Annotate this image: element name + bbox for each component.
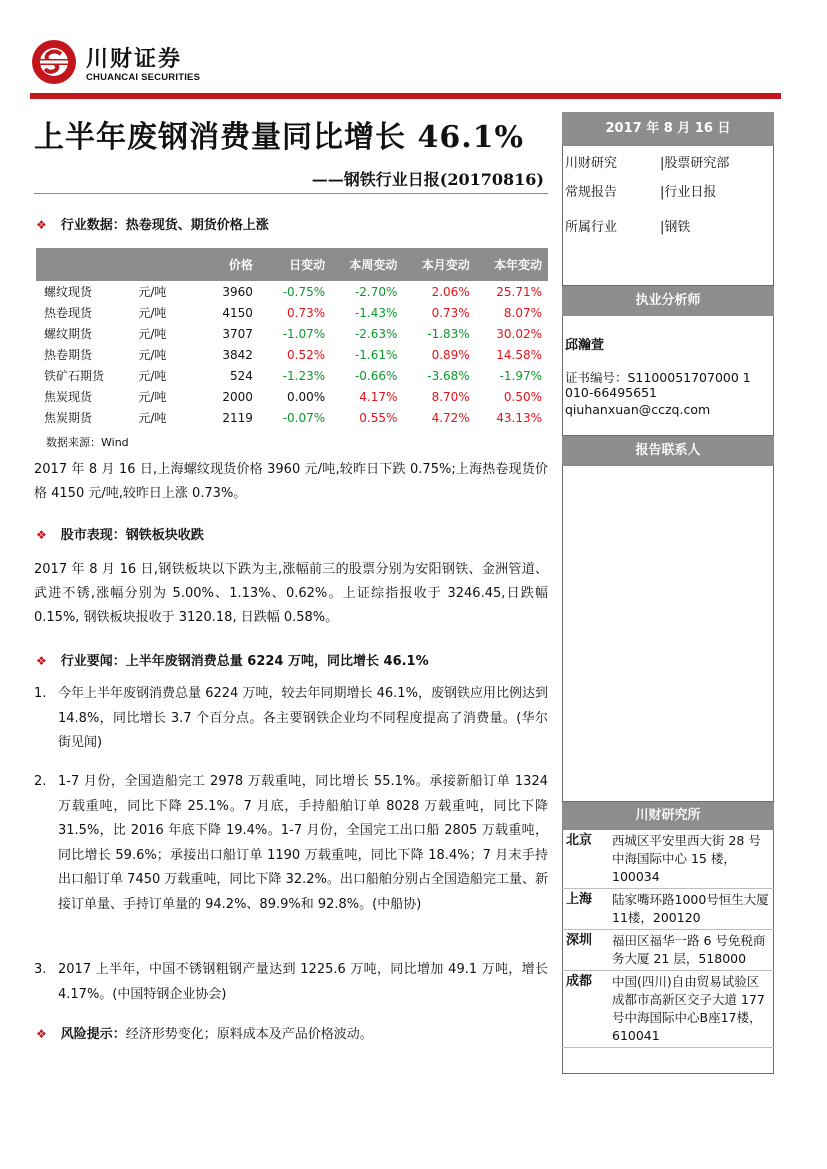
row-price: 2119: [222, 410, 253, 425]
office-address: 西城区平安里西大街 28 号中海国际中心 15 楼，100034: [608, 830, 774, 889]
office-address: 中国(四川)自由贸易试验区成都市高新区交子大道 177 号中海国际中心B座17楼，610041: [608, 971, 774, 1048]
row-day-change: 0.00%: [287, 389, 326, 404]
report-subtitle: ——钢铁行业日报(20170816): [311, 170, 544, 189]
office-row: [562, 930, 774, 971]
table-row: [36, 365, 548, 386]
price-table: [36, 248, 548, 428]
analyst-name: 邱瀚萱: [565, 338, 605, 353]
row-year-change: 8.07%: [503, 305, 542, 320]
row-year-change: 0.50%: [503, 389, 542, 404]
row-unit: 元/吨: [138, 348, 167, 362]
office-row: [562, 971, 774, 1048]
institute-heading: 川财研究所: [562, 802, 774, 830]
row-price: 2000: [222, 389, 253, 404]
info-key: 川财研究: [565, 156, 618, 171]
row-price: 3960: [222, 284, 253, 299]
info-value: |钢铁: [660, 220, 691, 235]
office-address: 福田区福华一路 6 号免税商务大厦 21 层，518000: [608, 930, 774, 971]
row-week-change: -2.70%: [354, 284, 398, 299]
brand-name-en: CHUANCAI SECURITIES: [86, 72, 201, 83]
news-item-number: 2.: [34, 774, 47, 789]
chuancai-logo: [30, 38, 78, 86]
section-heading-text: 行业要闻：上半年废钢消费总量 6224 万吨，同比增长 46.1%: [60, 654, 429, 669]
row-name: 热卷现货: [44, 306, 93, 320]
report-title: 上半年废钢消费量同比增长 46.1%: [34, 120, 525, 155]
diamond-bullet-icon: ❖: [36, 528, 47, 542]
row-year-change: -1.97%: [499, 368, 542, 383]
analyst-email[interactable]: qiuhanxuan@cczq.com: [565, 402, 711, 417]
section-heading-news: [36, 650, 429, 669]
info-row-industry: [565, 216, 691, 235]
table-row: [36, 323, 548, 344]
info-row-research: [565, 152, 730, 171]
risk-warning: [36, 1023, 373, 1042]
row-unit: 元/吨: [138, 285, 167, 299]
title-divider: [34, 193, 548, 194]
row-price: 3842: [222, 347, 253, 362]
row-unit: 元/吨: [138, 390, 167, 404]
row-name: 铁矿石期货: [44, 369, 105, 383]
row-week-change: -0.66%: [354, 368, 398, 383]
row-name: 焦炭现货: [44, 390, 93, 404]
row-day-change: 0.73%: [287, 305, 326, 320]
section-heading-text: 行业数据：热卷现货、期货价格上涨: [60, 218, 269, 233]
news-item-1: [34, 682, 548, 756]
row-month-change: 8.70%: [431, 389, 470, 404]
analyst-cert: 证书编号：S1100051707000 1: [565, 370, 751, 385]
brand-name-cn: 川财证券: [86, 47, 183, 72]
row-week-change: 0.55%: [359, 410, 398, 425]
table-row: [36, 344, 548, 365]
table-header-price: 价格: [209, 248, 259, 281]
row-unit: 元/吨: [138, 411, 167, 425]
row-day-change: -0.75%: [282, 284, 326, 299]
table-header-row: [36, 248, 548, 281]
section-heading-text: 股市表现：钢铁板块收跌: [60, 528, 204, 543]
table-row: [36, 302, 548, 323]
section2-paragraph: 2017 年 8 月 16 日,钢铁板块以下跌为主,涨幅前三的股票分别为安阳钢铁、金洲管道、武进不锈,涨幅分别为 5.00%、1.13%、0.62%。上证综指报收于 3246.45,日跌幅 0.15%, 钢铁板块报收于 3120.18, 日跌幅 0.58%。: [34, 562, 548, 625]
risk-text: 经济形势变化；原料成本及产品价格波动。: [125, 1027, 373, 1042]
table-source: 数据来源：Wind: [46, 436, 129, 449]
report-date: 2017 年 8 月 16 日: [562, 112, 774, 146]
row-month-change: -1.83%: [427, 326, 470, 341]
row-price: 4150: [222, 305, 253, 320]
section1-paragraph: 2017 年 8 月 16 日,上海螺纹现货价格 3960 元/吨,较昨日下跌 0.75%;上海热卷现货价格 4150 元/吨,较昨日上涨 0.73%。: [34, 462, 548, 501]
office-city: 北京: [562, 830, 608, 889]
row-week-change: 4.17%: [359, 389, 398, 404]
row-day-change: 0.52%: [287, 347, 326, 362]
row-month-change: -3.68%: [427, 368, 470, 383]
contact-heading: 报告联系人: [562, 436, 774, 466]
info-key: 常规报告: [565, 185, 618, 200]
table-header-week: 本周变动: [331, 248, 403, 281]
row-week-change: -1.61%: [354, 347, 398, 362]
row-unit: 元/吨: [138, 369, 167, 383]
info-value: |股票研究部: [660, 156, 730, 171]
row-name: 焦炭期货: [44, 411, 93, 425]
analyst-phone: 010-66495651: [565, 385, 657, 400]
news-item-3: [34, 958, 548, 1007]
row-day-change: -1.07%: [282, 326, 326, 341]
news-item-number: 3.: [34, 962, 47, 977]
office-city: 深圳: [562, 930, 608, 971]
row-week-change: -1.43%: [354, 305, 398, 320]
analyst-heading: 执业分析师: [562, 286, 774, 316]
office-city: 成都: [562, 971, 608, 1048]
row-day-change: -1.23%: [282, 368, 326, 383]
diamond-bullet-icon: ❖: [36, 1027, 47, 1041]
info-value: |行业日报: [660, 185, 717, 200]
row-name: 螺纹现货: [44, 285, 93, 299]
diamond-bullet-icon: ❖: [36, 654, 47, 668]
row-year-change: 14.58%: [496, 347, 542, 362]
news-item-text: 1-7 月份，全国造船完工 2978 万载重吨，同比增长 55.1%。承接新船订单 1324 万载重吨，同比下降 25.1%。7 月底，手持船舶订单 8028 万载重吨，同比下降 31.5%，比 2016 年底下降 19.4%。1-7 月份，全国完工出口船 2805 万载重吨，同比增长 59.6%；承接出口船订单 1190 万载重吨，同比下降 18.4%；7 月末手持出口船订单 7450 万载重吨，同比下降 32.2%。出口船舶分别占全国造船完工量、新接订单量、手持订单量的 94.2%、89.9%和 92.8%。(中船协): [58, 774, 548, 912]
info-row-type: [565, 181, 717, 200]
office-row: [562, 889, 774, 930]
table-row: [36, 407, 548, 428]
row-year-change: 43.13%: [496, 410, 542, 425]
row-price: 524: [229, 368, 253, 383]
row-unit: 元/吨: [138, 327, 167, 341]
contact-box: [562, 436, 774, 802]
news-item-number: 1.: [34, 686, 47, 701]
row-day-change: -0.07%: [282, 410, 326, 425]
table-header-year: 本年变动: [476, 248, 548, 281]
row-unit: 元/吨: [138, 306, 167, 320]
row-price: 3707: [222, 326, 253, 341]
row-week-change: -2.63%: [354, 326, 398, 341]
row-month-change: 4.72%: [431, 410, 470, 425]
row-year-change: 25.71%: [496, 284, 542, 299]
office-address: 陆家嘴环路1000号恒生大厦11楼，200120: [608, 889, 774, 930]
header-rule: [30, 93, 781, 99]
news-item-text: 2017 上半年，中国不锈钢粗钢产量达到 1225.6 万吨，同比增加 49.1 万吨，增长 4.17%。(中国特钢企业协会): [58, 962, 548, 1002]
table-row: [36, 386, 548, 407]
office-row: [562, 830, 774, 889]
row-name: 热卷期货: [44, 348, 93, 362]
row-name: 螺纹期货: [44, 327, 93, 341]
risk-label: 风险提示：: [60, 1027, 126, 1042]
table-header-day: 日变动: [259, 248, 331, 281]
row-month-change: 0.89%: [431, 347, 470, 362]
news-item-2: [34, 770, 548, 917]
office-table: [562, 830, 774, 1048]
row-year-change: 30.02%: [496, 326, 542, 341]
office-city: 上海: [562, 889, 608, 930]
section-heading-industry-data: [36, 214, 269, 233]
table-header-blank: [36, 248, 209, 281]
row-month-change: 0.73%: [431, 305, 470, 320]
info-key: 所属行业: [565, 220, 618, 235]
row-month-change: 2.06%: [431, 284, 470, 299]
news-item-text: 今年上半年废钢消费总量 6224 万吨，较去年同期增长 46.1%，废钢铁应用比例达到 14.8%，同比增长 3.7 个百分点。各主要钢铁企业均不同程度提高了消费量。(华尔街见闻): [58, 686, 548, 750]
diamond-bullet-icon: ❖: [36, 218, 47, 232]
table-header-month: 本月变动: [403, 248, 475, 281]
table-row: [36, 281, 548, 302]
section-heading-stock: [36, 524, 204, 543]
